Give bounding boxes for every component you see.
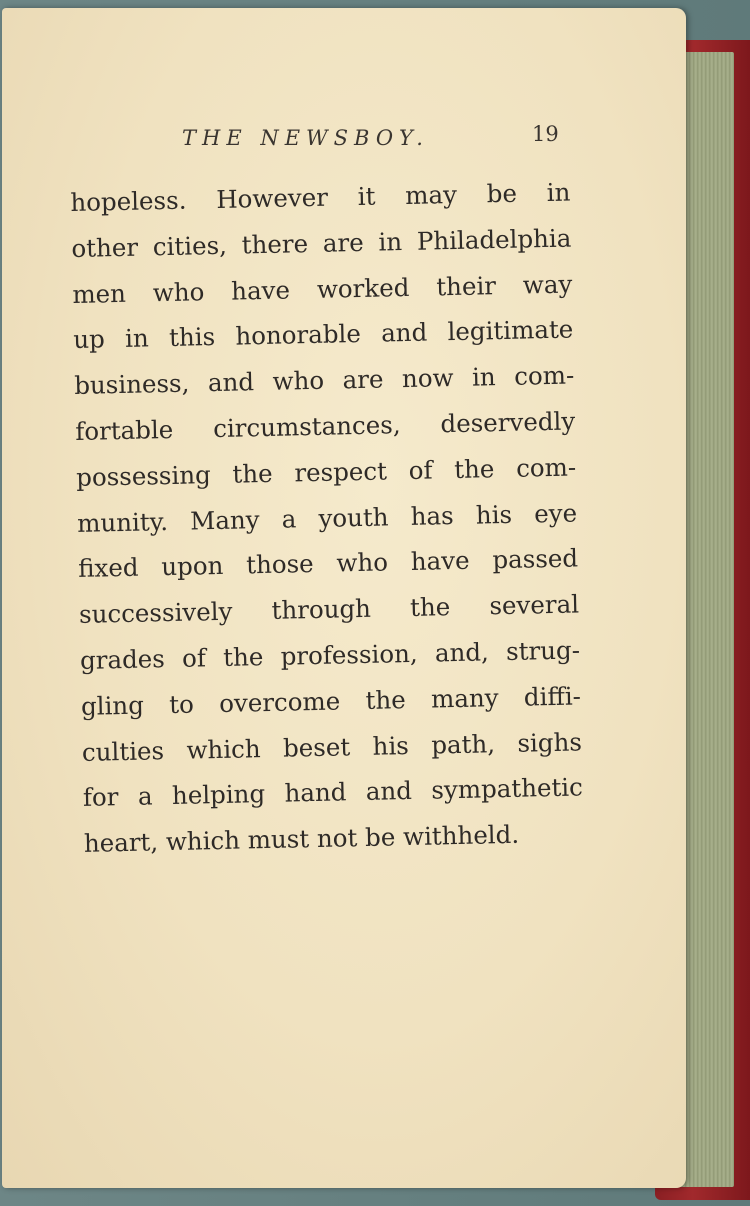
text-line: munity. Many a youth has his eye bbox=[76, 498, 578, 538]
text-line-last: heart, which must not be withheld. bbox=[83, 819, 520, 859]
text-line: gling to overcome the many diffi- bbox=[80, 681, 582, 721]
text-line: men who have worked their way bbox=[72, 269, 573, 309]
text-line: possessing the respect of the com- bbox=[75, 452, 577, 492]
text-line: culties which beset his path, sighs bbox=[81, 726, 583, 767]
text-line: up in this honorable and legitimate bbox=[73, 314, 574, 355]
text-line: other cities, there are in Philadelphia bbox=[71, 223, 572, 263]
text-line: business, and who are now in com- bbox=[74, 360, 575, 401]
text-line: fixed upon those who have passed bbox=[77, 543, 579, 584]
running-head bbox=[62, 118, 582, 158]
text-line: successively through the several bbox=[78, 589, 580, 630]
page-number: 19 bbox=[532, 122, 559, 146]
body-text bbox=[70, 170, 584, 867]
running-title: THE NEWSBOY. bbox=[182, 126, 429, 150]
book-page bbox=[2, 8, 686, 1188]
text-line: grades of the profession, and, strug- bbox=[79, 635, 581, 675]
text-line: hopeless. However it may be in bbox=[70, 177, 571, 217]
text-line: fortable circumstances, deservedly bbox=[74, 406, 576, 446]
text-line: for a helping hand and sympathetic bbox=[82, 772, 584, 813]
